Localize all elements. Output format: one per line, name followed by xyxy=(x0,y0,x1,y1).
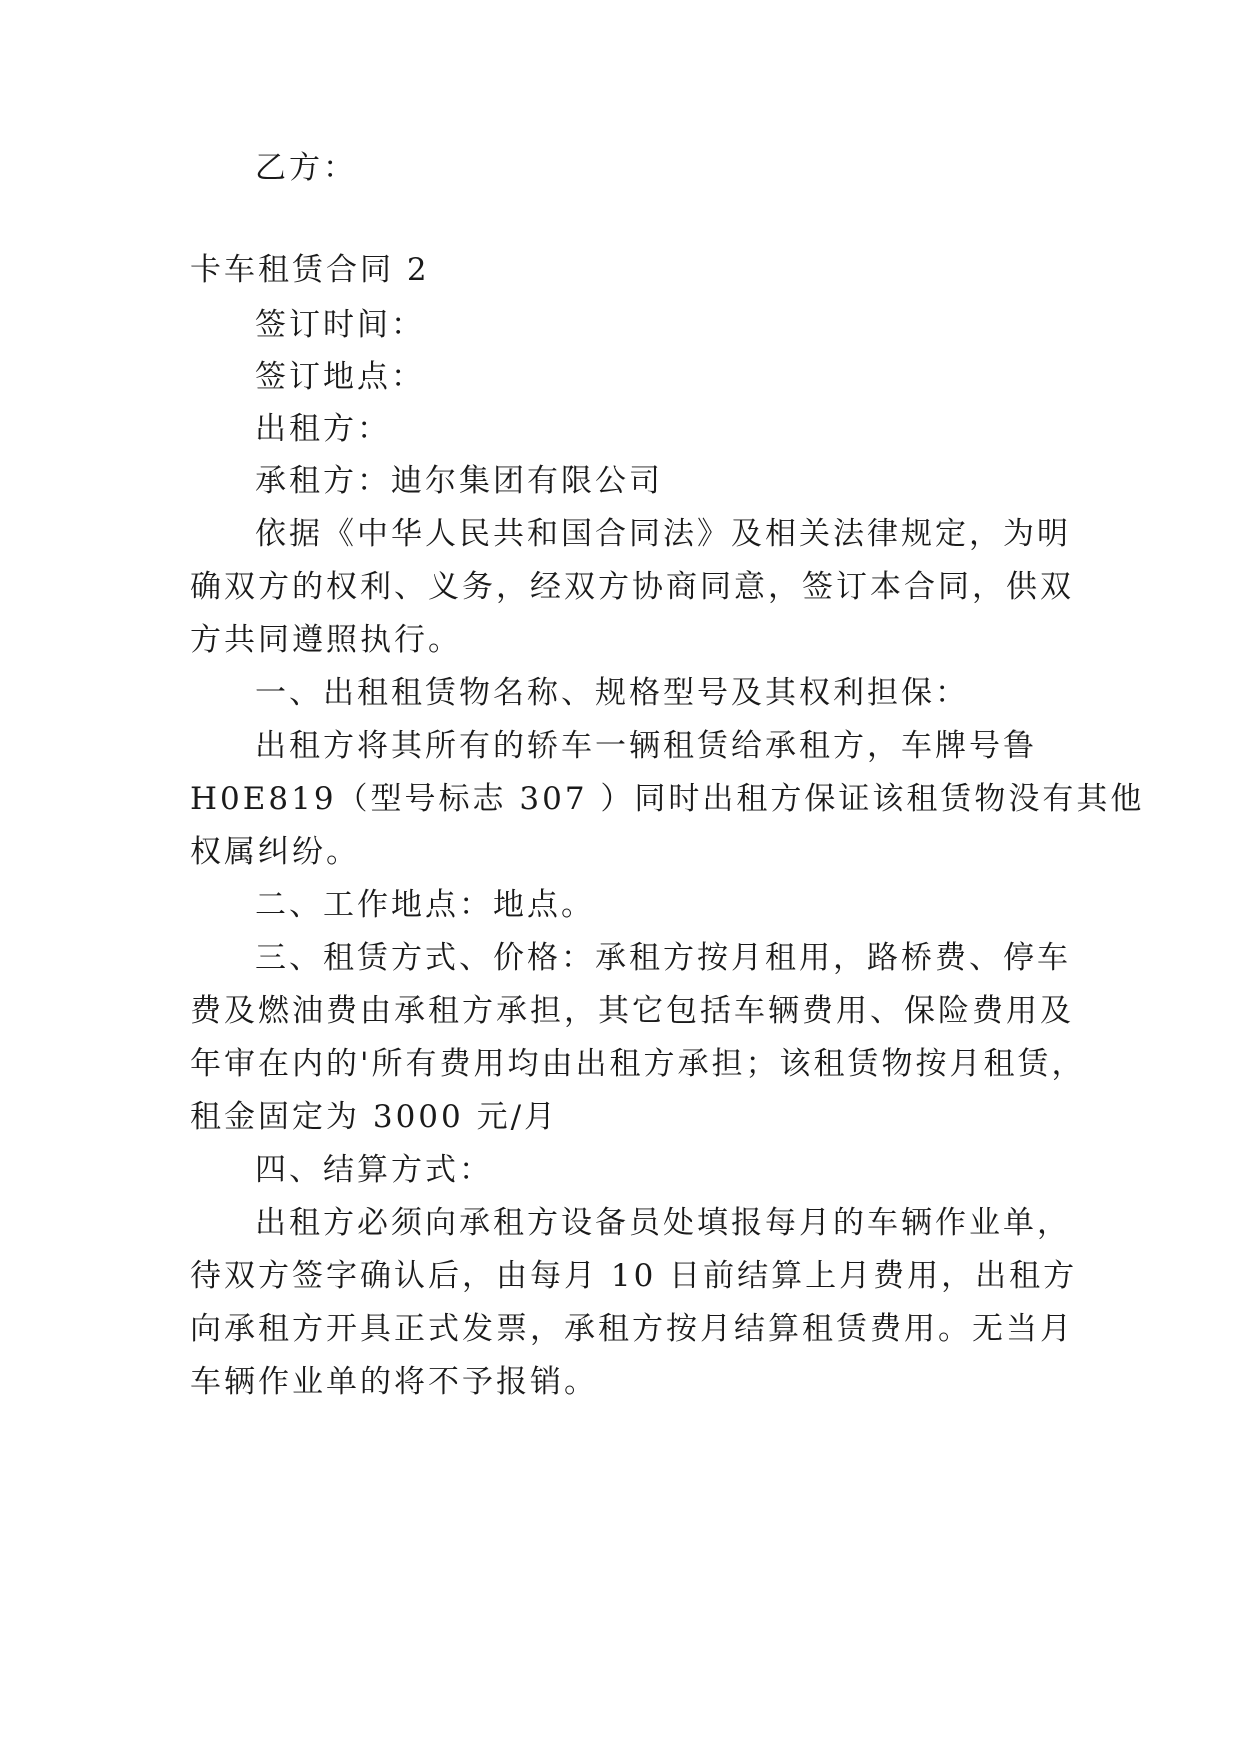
sign-time-label: 签订时间： xyxy=(255,307,425,343)
lessor-label: 出租方： xyxy=(255,411,391,447)
lessee-line: 承租方：迪尔集团有限公司 xyxy=(255,463,663,499)
intro-line: 方共同遵照执行。 xyxy=(190,622,462,658)
party-b-label: 乙方： xyxy=(255,150,357,186)
contract-heading: 卡车租赁合同 2 xyxy=(190,252,430,288)
sign-place-label: 签订地点： xyxy=(255,359,425,395)
section3-line: 三、租赁方式、价格：承租方按月租用，路桥费、停车 xyxy=(255,940,1071,976)
section4-title: 四、结算方式： xyxy=(255,1152,493,1188)
section4-body-line: 出租方必须向承租方设备员处填报每月的车辆作业单， xyxy=(255,1205,1071,1241)
section1-title: 一、出租租赁物名称、规格型号及其权利担保： xyxy=(255,675,969,711)
section3-line: 租金固定为 3000 元/月 xyxy=(190,1099,559,1135)
section4-body-line: 向承租方开具正式发票，承租方按月结算租赁费用。无当月 xyxy=(190,1311,1074,1347)
section1-body-line: 权属纠纷。 xyxy=(190,834,360,870)
section1-body-line: H0E819（型号标志 307 ）同时出租方保证该租赁物没有其他 xyxy=(190,781,1145,817)
intro-line: 依据《中华人民共和国合同法》及相关法律规定，为明 xyxy=(255,516,1071,552)
section2-line: 二、工作地点：地点。 xyxy=(255,887,595,923)
section3-line: 年审在内的'所有费用均由出租方承担；该租赁物按月租赁， xyxy=(190,1046,1086,1082)
section4-body-line: 待双方签字确认后，由每月 10 日前结算上月费用，出租方 xyxy=(190,1258,1078,1294)
section4-body-line: 车辆作业单的将不予报销。 xyxy=(190,1364,598,1400)
section1-body-line: 出租方将其所有的轿车一辆租赁给承租方，车牌号鲁 xyxy=(255,728,1037,764)
section3-line: 费及燃油费由承租方承担，其它包括车辆费用、保险费用及 xyxy=(190,993,1074,1029)
intro-line: 确双方的权利、义务，经双方协商同意，签订本合同，供双 xyxy=(190,569,1074,605)
